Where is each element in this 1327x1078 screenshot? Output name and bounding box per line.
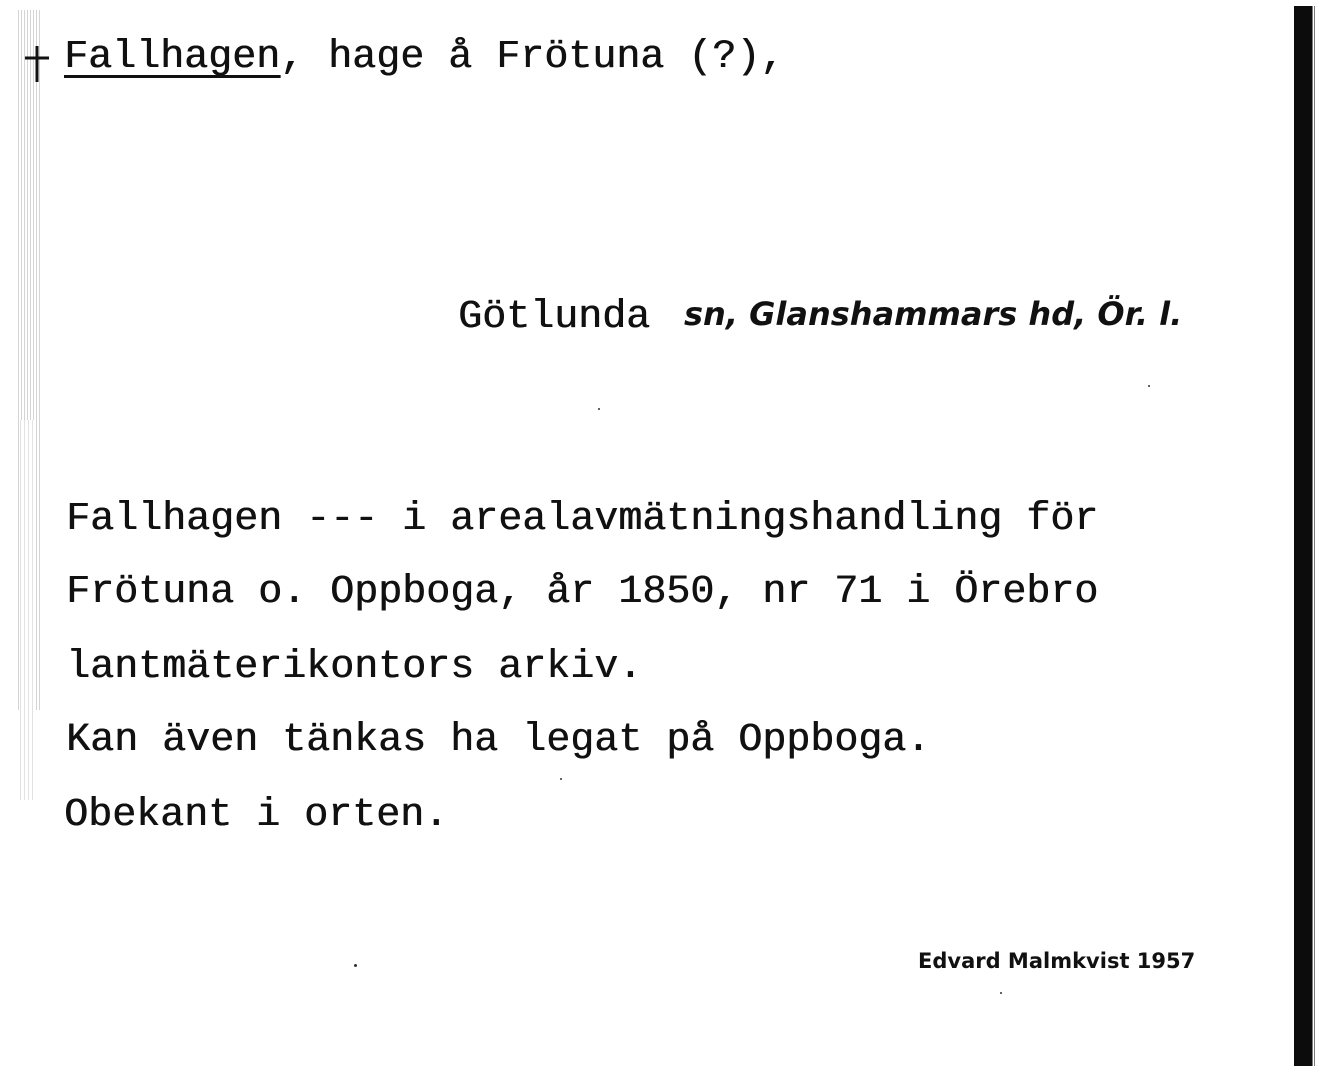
scan-speck xyxy=(598,408,600,410)
body-line-5: Obekant i orten. xyxy=(64,793,449,838)
scan-edge-right xyxy=(1294,6,1312,1066)
scan-speck xyxy=(1000,992,1002,994)
cross-mark-icon xyxy=(24,44,50,84)
scan-speck xyxy=(354,964,357,967)
body-line-4: Kan även tänkas ha legat på Oppboga. xyxy=(66,718,931,763)
headword: Fallhagen xyxy=(64,35,281,80)
body-line-2: Frötuna o. Oppboga, år 1850, nr 71 i Örebro xyxy=(66,570,1099,615)
title-rest: , hage å Frötuna (?), xyxy=(280,35,785,80)
body-line-3: lantmäterikontors arkiv. xyxy=(66,645,643,690)
scan-edge-left-lower xyxy=(20,420,34,800)
scan-speck xyxy=(560,778,562,780)
scan-speck xyxy=(1148,385,1150,387)
signature: Edvard Malmkvist 1957 xyxy=(918,949,1196,973)
card-title xyxy=(64,35,785,80)
parish-name: Götlunda xyxy=(458,295,651,340)
body-line-1: Fallhagen --- i arealavmätningshandling för xyxy=(66,497,1099,542)
scan-edge-right-fade xyxy=(1312,6,1316,1066)
district-stamp: sn, Glanshammars hd, Ör. l. xyxy=(684,295,1183,333)
